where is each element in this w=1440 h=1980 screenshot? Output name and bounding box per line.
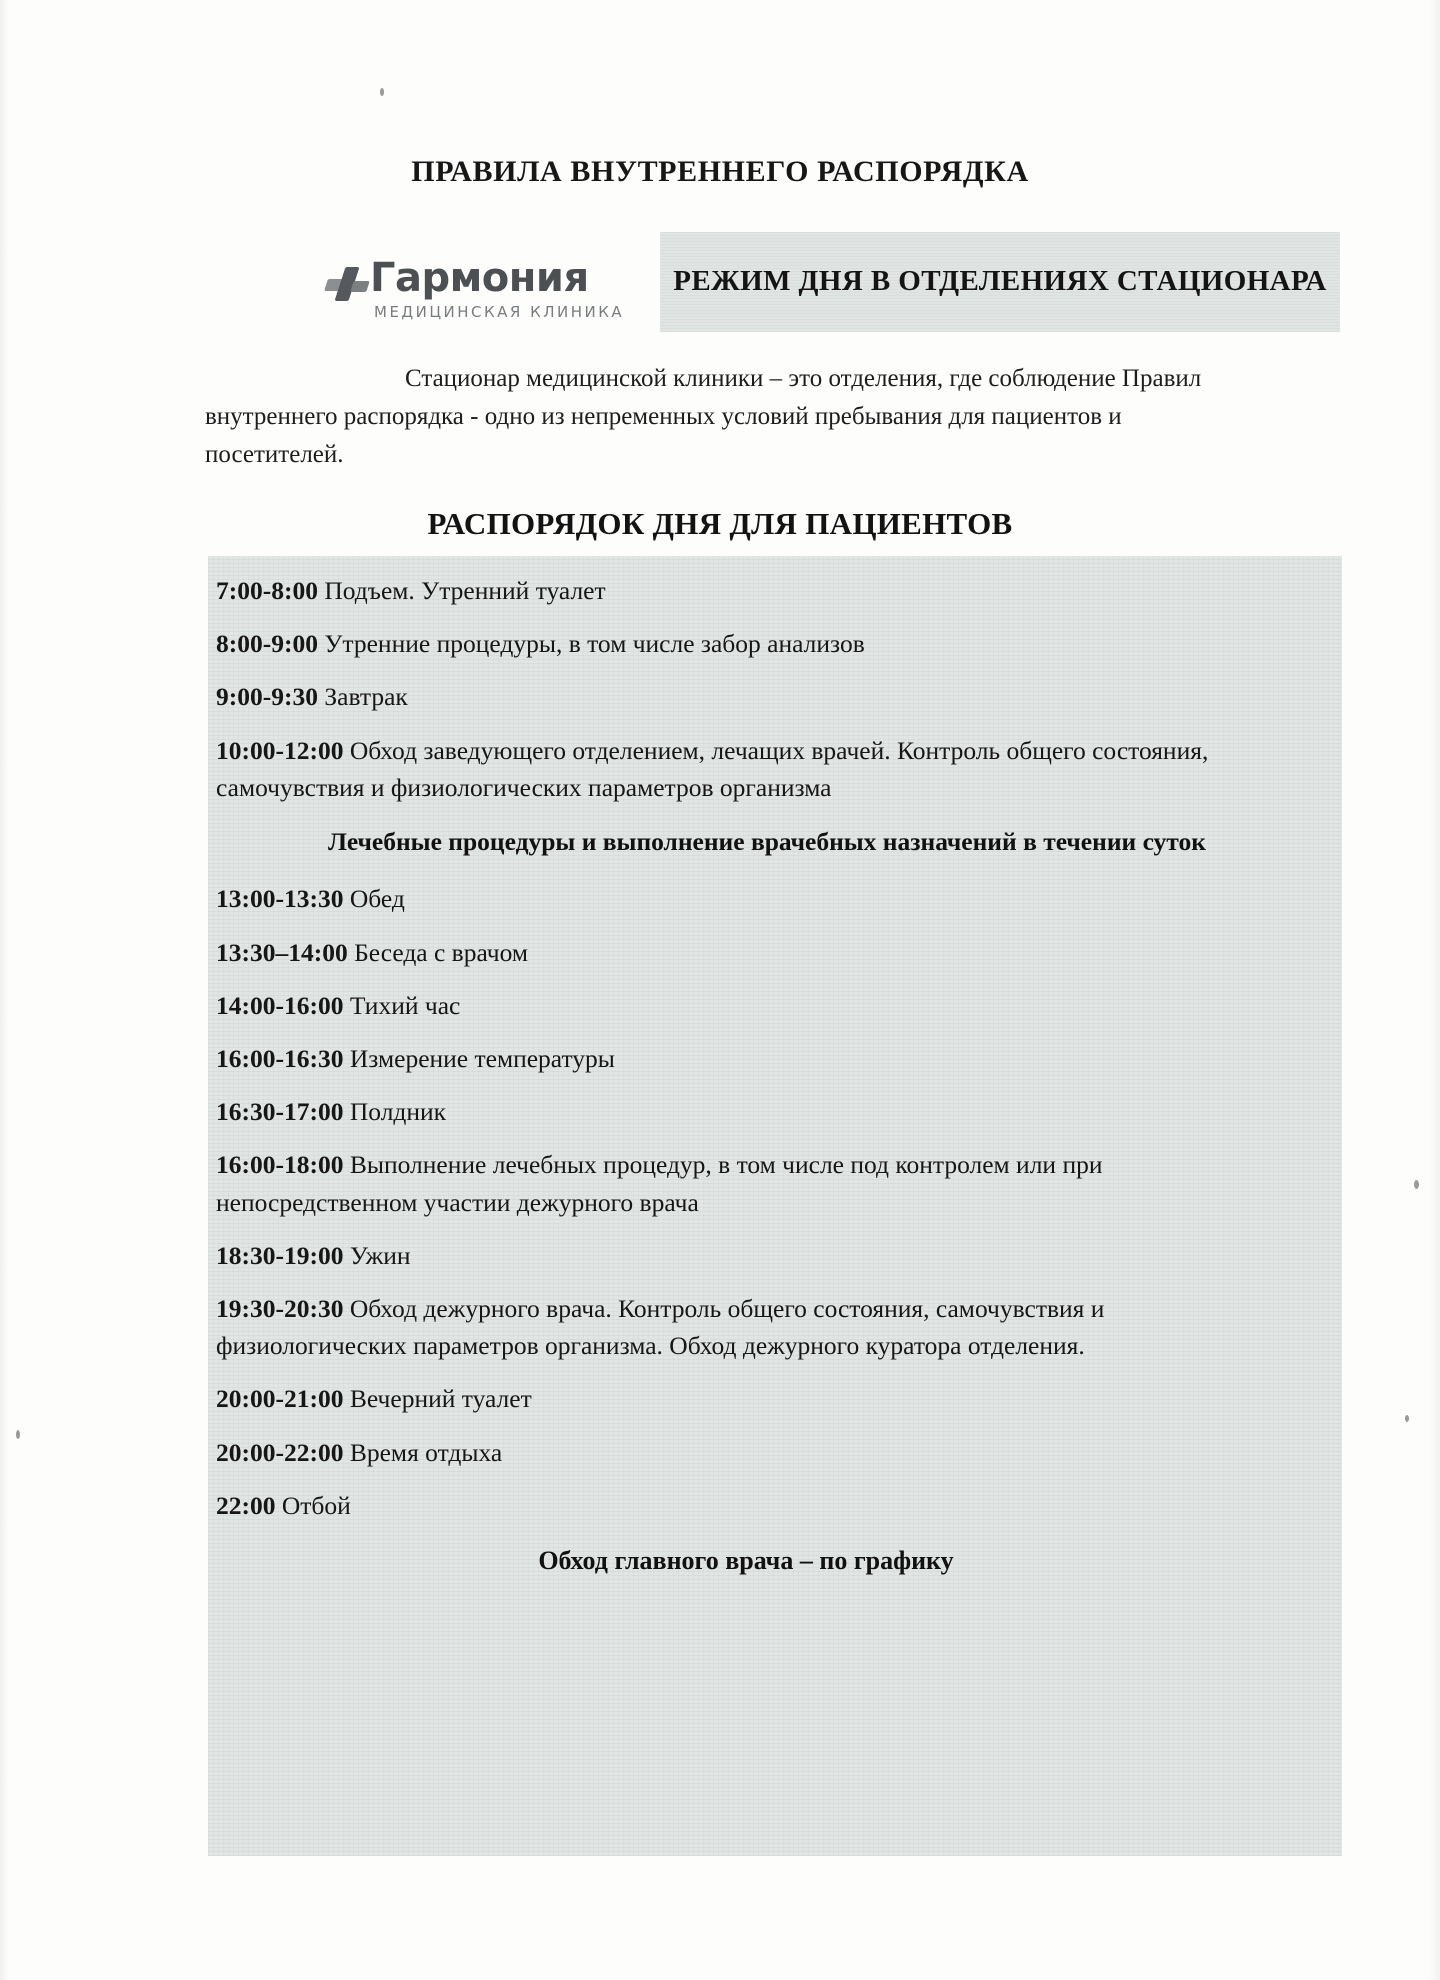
schedule-time: 16:00-16:30 bbox=[216, 1043, 350, 1073]
schedule-list bbox=[216, 572, 1336, 1576]
list-item bbox=[216, 987, 1336, 1024]
section-title: РАСПОРЯДОК ДНЯ ДЛЯ ПАЦИЕНТОВ bbox=[427, 506, 1013, 541]
schedule-time: 10:00-12:00 bbox=[216, 735, 350, 765]
scan-speck bbox=[1414, 1180, 1419, 1189]
schedule-time: 20:00-22:00 bbox=[216, 1437, 350, 1467]
list-item bbox=[216, 1434, 1336, 1471]
schedule-time: 13:00-13:30 bbox=[216, 884, 350, 914]
schedule-text: Измерение температуры bbox=[349, 1043, 615, 1073]
heading-band bbox=[660, 232, 1340, 332]
list-item bbox=[216, 1040, 1336, 1077]
scan-speck bbox=[380, 88, 384, 96]
harmony-mark-icon bbox=[324, 263, 372, 311]
list-item bbox=[216, 1146, 1336, 1220]
intro-text: Стационар медицинской клиники – это отделения, где соблюдение Правил внутреннего распорядка - одно из непременных условий пребывания для пациентов и посетителей. bbox=[205, 365, 1202, 468]
schedule-time: 22:00 bbox=[216, 1490, 282, 1520]
schedule-footer: Обход главного врача – по графику bbox=[538, 1546, 954, 1576]
list-item bbox=[216, 1487, 1336, 1524]
schedule-time: 7:00-8:00 bbox=[216, 576, 325, 605]
schedule-text: Обед bbox=[349, 884, 405, 914]
list-item bbox=[216, 1290, 1336, 1364]
schedule-time: 19:30-20:30 bbox=[216, 1294, 350, 1324]
clinic-logo bbox=[318, 255, 648, 335]
logo-wordmark: Гармония bbox=[370, 255, 589, 301]
list-item bbox=[216, 732, 1336, 806]
schedule-text: Вечерний туалет bbox=[349, 1384, 532, 1414]
schedule-time: 9:00-9:30 bbox=[216, 682, 325, 712]
scan-speck bbox=[1405, 1415, 1409, 1422]
schedule-time: 8:00-9:00 bbox=[216, 629, 325, 659]
list-item bbox=[216, 572, 1336, 609]
scan-speck bbox=[16, 1430, 20, 1439]
schedule-text: Подъем. Утренний туалет bbox=[324, 576, 606, 605]
schedule-time: 14:00-16:00 bbox=[216, 990, 350, 1020]
scan-edge-right bbox=[1430, 0, 1440, 1980]
schedule-note: Лечебные процедуры и выполнение врачебных назначений в течении суток bbox=[328, 827, 1206, 857]
list-item bbox=[216, 1237, 1336, 1274]
schedule-time: 20:00-21:00 bbox=[216, 1384, 350, 1414]
schedule-time: 18:30-19:00 bbox=[216, 1240, 350, 1270]
list-item bbox=[216, 678, 1336, 715]
intro-paragraph bbox=[205, 360, 1235, 474]
schedule-text: Отбой bbox=[281, 1490, 351, 1520]
list-item bbox=[216, 934, 1336, 971]
schedule-text: Завтрак bbox=[324, 682, 408, 712]
schedule-text: Утренние процедуры, в том числе забор анализов bbox=[324, 629, 865, 659]
logo-subtitle: МЕДИЦИНСКАЯ КЛИНИКА bbox=[374, 303, 625, 321]
schedule-text: Обход заведующего отделением, лечащих врачей. Контроль общего состояния, самочувствия и физиологических параметров организма bbox=[216, 735, 1209, 802]
schedule-text: Выполнение лечебных процедур, в том числе под контролем или при непосредственном участии дежурного врача bbox=[216, 1150, 1103, 1217]
schedule-text: Ужин bbox=[349, 1240, 411, 1270]
page-title: ПРАВИЛА ВНУТРЕННЕГО РАСПОРЯДКА bbox=[411, 155, 1029, 188]
scan-edge-left bbox=[0, 0, 8, 1980]
heading-band-text: РЕЖИМ ДНЯ В ОТДЕЛЕНИЯХ СТАЦИОНАРА bbox=[673, 265, 1327, 298]
list-item bbox=[216, 1380, 1336, 1417]
schedule-time: 13:30–14:00 bbox=[216, 937, 355, 967]
schedule-text: Беседа с врачом bbox=[354, 937, 528, 967]
schedule-text: Обход дежурного врача. Контроль общего состояния, самочувствия и физиологических параметров организма. Обход дежурного куратора отделения. bbox=[216, 1294, 1105, 1361]
list-item bbox=[216, 880, 1336, 917]
list-item bbox=[216, 625, 1336, 662]
schedule-time: 16:00-18:00 bbox=[216, 1150, 350, 1180]
schedule-text: Время отдыха bbox=[349, 1437, 503, 1467]
schedule-text: Полдник bbox=[349, 1097, 447, 1127]
schedule-time: 16:30-17:00 bbox=[216, 1097, 350, 1127]
schedule-text: Тихий час bbox=[349, 990, 461, 1020]
list-item bbox=[216, 1093, 1336, 1130]
